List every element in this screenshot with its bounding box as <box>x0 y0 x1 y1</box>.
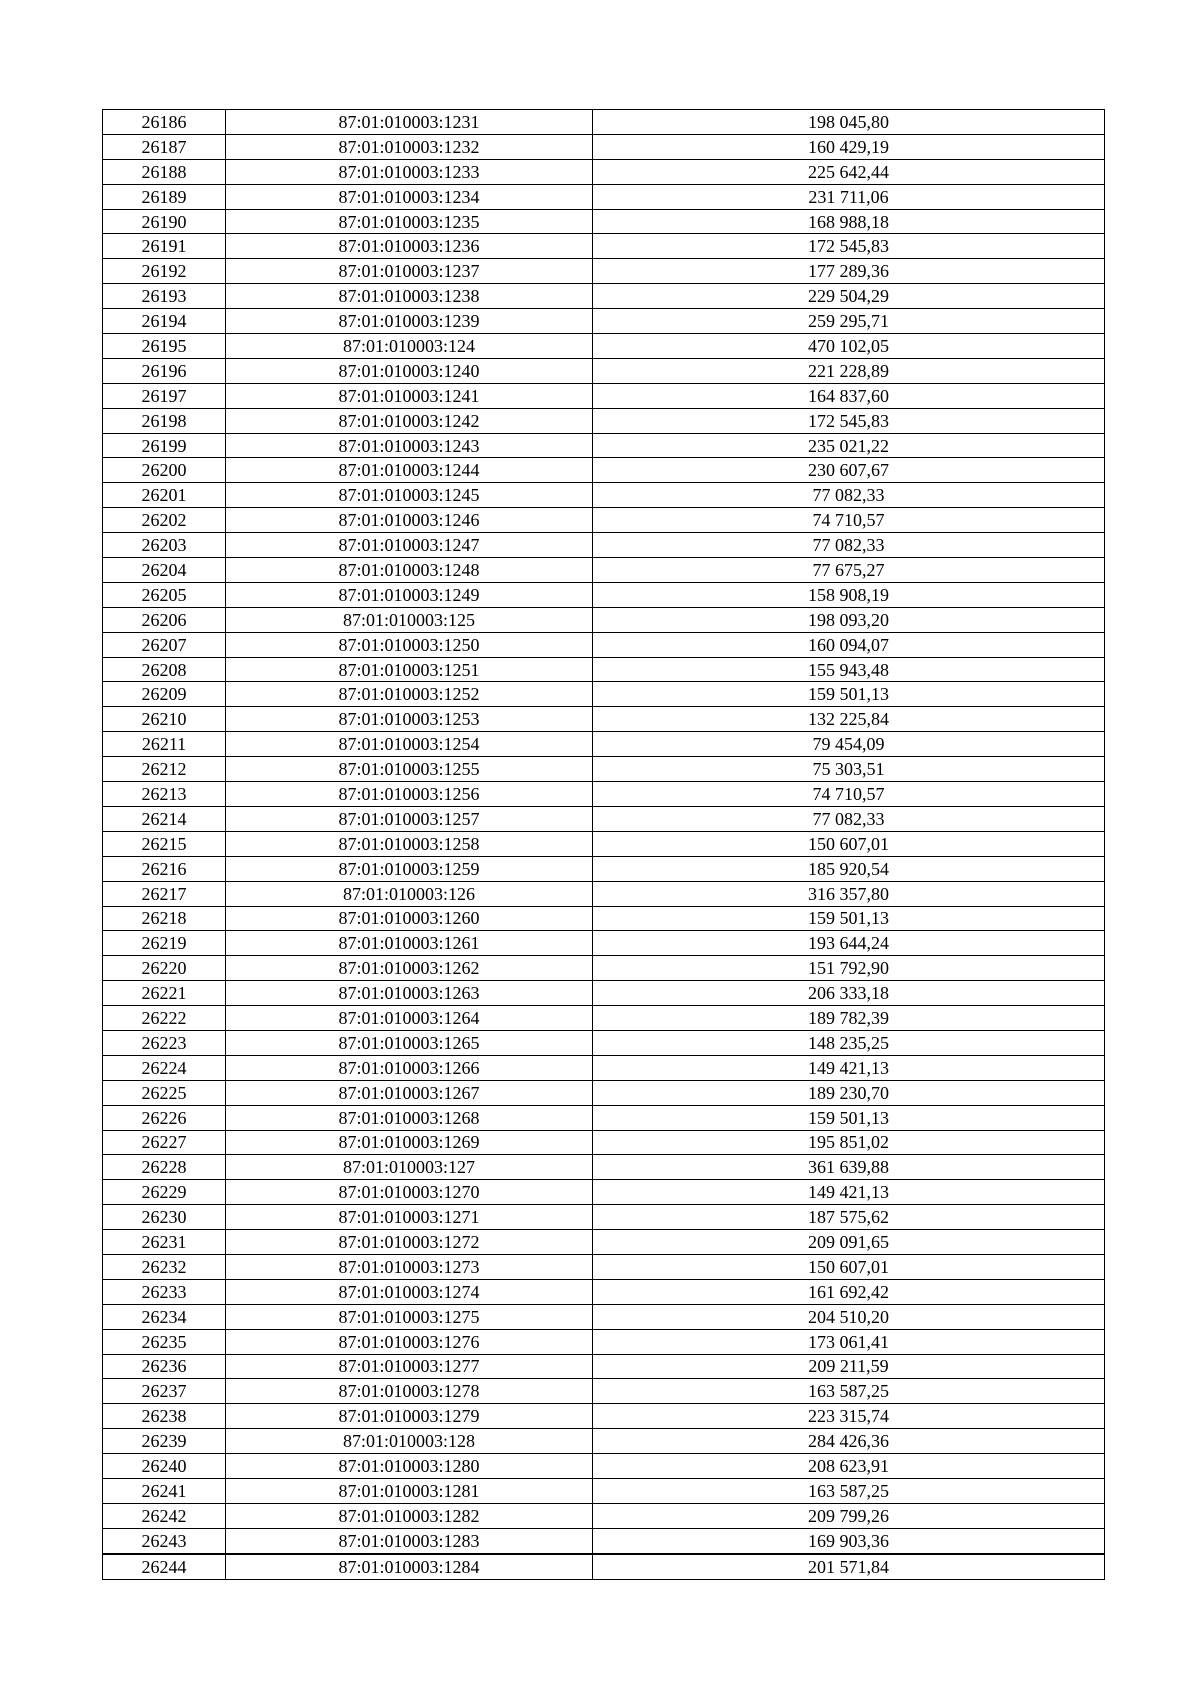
table-row <box>103 1528 1105 1553</box>
value-cell: 163 587,25 <box>593 1478 1105 1503</box>
cadastral-number-cell: 87:01:010003:1246 <box>226 508 593 533</box>
table-row <box>103 881 1105 906</box>
value-cell: 209 091,65 <box>593 1230 1105 1255</box>
cadastral-number-cell: 87:01:010003:1281 <box>226 1478 593 1503</box>
row-number-cell: 26220 <box>103 956 226 981</box>
value-cell: 201 571,84 <box>593 1554 1105 1579</box>
cadastral-number-cell: 87:01:010003:1254 <box>226 732 593 757</box>
value-cell: 74 710,57 <box>593 508 1105 533</box>
row-number-cell: 26199 <box>103 433 226 458</box>
value-cell: 206 333,18 <box>593 981 1105 1006</box>
cadastral-number-cell: 87:01:010003:1273 <box>226 1254 593 1279</box>
row-number-cell: 26227 <box>103 1130 226 1155</box>
table-row <box>103 110 1105 135</box>
value-cell: 169 903,36 <box>593 1528 1105 1553</box>
table-row <box>103 1354 1105 1379</box>
table-row <box>103 134 1105 159</box>
cadastral-number-cell: 87:01:010003:1264 <box>226 1006 593 1031</box>
value-cell: 158 908,19 <box>593 582 1105 607</box>
cadastral-number-cell: 87:01:010003:1276 <box>226 1329 593 1354</box>
cadastral-number-cell: 87:01:010003:1248 <box>226 558 593 583</box>
cadastral-number-cell: 87:01:010003:1277 <box>226 1354 593 1379</box>
row-number-cell: 26189 <box>103 184 226 209</box>
cadastral-number-cell: 87:01:010003:1234 <box>226 184 593 209</box>
table-row <box>103 1404 1105 1429</box>
value-cell: 172 545,83 <box>593 408 1105 433</box>
cadastral-number-cell: 87:01:010003:1238 <box>226 284 593 309</box>
value-cell: 79 454,09 <box>593 732 1105 757</box>
table-row <box>103 1254 1105 1279</box>
value-cell: 198 045,80 <box>593 110 1105 135</box>
table-row <box>103 284 1105 309</box>
value-cell: 235 021,22 <box>593 433 1105 458</box>
cadastral-number-cell: 87:01:010003:1257 <box>226 806 593 831</box>
cadastral-number-cell: 87:01:010003:127 <box>226 1155 593 1180</box>
cadastral-number-cell: 87:01:010003:1282 <box>226 1503 593 1528</box>
table-row <box>103 806 1105 831</box>
data-table <box>102 109 1105 1580</box>
table-row <box>103 1279 1105 1304</box>
row-number-cell: 26237 <box>103 1379 226 1404</box>
value-cell: 223 315,74 <box>593 1404 1105 1429</box>
table-row <box>103 707 1105 732</box>
table-row <box>103 1329 1105 1354</box>
table-row <box>103 931 1105 956</box>
cadastral-number-cell: 87:01:010003:1243 <box>226 433 593 458</box>
table-row <box>103 1454 1105 1479</box>
value-cell: 209 799,26 <box>593 1503 1105 1528</box>
row-number-cell: 26233 <box>103 1279 226 1304</box>
table-row <box>103 1304 1105 1329</box>
value-cell: 209 211,59 <box>593 1354 1105 1379</box>
cadastral-number-cell: 87:01:010003:1258 <box>226 831 593 856</box>
table-row <box>103 533 1105 558</box>
table-row <box>103 1130 1105 1155</box>
value-cell: 189 782,39 <box>593 1006 1105 1031</box>
cadastral-number-cell: 87:01:010003:1279 <box>226 1404 593 1429</box>
row-number-cell: 26210 <box>103 707 226 732</box>
row-number-cell: 26200 <box>103 458 226 483</box>
value-cell: 284 426,36 <box>593 1429 1105 1454</box>
cadastral-number-cell: 87:01:010003:126 <box>226 881 593 906</box>
row-number-cell: 26205 <box>103 582 226 607</box>
value-cell: 189 230,70 <box>593 1080 1105 1105</box>
cadastral-number-cell: 87:01:010003:1268 <box>226 1105 593 1130</box>
table-row <box>103 209 1105 234</box>
value-cell: 74 710,57 <box>593 782 1105 807</box>
row-number-cell: 26222 <box>103 1006 226 1031</box>
cadastral-number-cell: 87:01:010003:1274 <box>226 1279 593 1304</box>
cadastral-number-cell: 87:01:010003:1233 <box>226 159 593 184</box>
cadastral-number-cell: 87:01:010003:1280 <box>226 1454 593 1479</box>
cadastral-number-cell: 87:01:010003:1247 <box>226 533 593 558</box>
cadastral-number-cell: 87:01:010003:1262 <box>226 956 593 981</box>
cadastral-number-cell: 87:01:010003:1251 <box>226 657 593 682</box>
cadastral-number-cell: 87:01:010003:1259 <box>226 856 593 881</box>
value-cell: 160 094,07 <box>593 632 1105 657</box>
row-number-cell: 26202 <box>103 508 226 533</box>
table-row <box>103 1205 1105 1230</box>
row-number-cell: 26230 <box>103 1205 226 1230</box>
cadastral-number-cell: 87:01:010003:1240 <box>226 358 593 383</box>
row-number-cell: 26219 <box>103 931 226 956</box>
cadastral-number-cell: 87:01:010003:1266 <box>226 1055 593 1080</box>
table-row <box>103 508 1105 533</box>
value-cell: 160 429,19 <box>593 134 1105 159</box>
value-cell: 187 575,62 <box>593 1205 1105 1230</box>
value-cell: 159 501,13 <box>593 906 1105 931</box>
table-row <box>103 956 1105 981</box>
value-cell: 150 607,01 <box>593 1254 1105 1279</box>
table-row <box>103 782 1105 807</box>
table-row <box>103 1478 1105 1503</box>
table-row <box>103 334 1105 359</box>
value-cell: 155 943,48 <box>593 657 1105 682</box>
row-number-cell: 26192 <box>103 259 226 284</box>
cadastral-number-cell: 87:01:010003:1245 <box>226 483 593 508</box>
table-row <box>103 732 1105 757</box>
row-number-cell: 26241 <box>103 1478 226 1503</box>
cadastral-number-cell: 87:01:010003:1253 <box>226 707 593 732</box>
table-row <box>103 1155 1105 1180</box>
value-cell: 208 623,91 <box>593 1454 1105 1479</box>
row-number-cell: 26236 <box>103 1354 226 1379</box>
value-cell: 161 692,42 <box>593 1279 1105 1304</box>
row-number-cell: 26213 <box>103 782 226 807</box>
cadastral-number-cell: 87:01:010003:1272 <box>226 1230 593 1255</box>
cadastral-number-cell: 87:01:010003:1275 <box>226 1304 593 1329</box>
table-row <box>103 184 1105 209</box>
row-number-cell: 26243 <box>103 1528 226 1553</box>
row-number-cell: 26203 <box>103 533 226 558</box>
row-number-cell: 26221 <box>103 981 226 1006</box>
row-number-cell: 26240 <box>103 1454 226 1479</box>
row-number-cell: 26208 <box>103 657 226 682</box>
row-number-cell: 26244 <box>103 1554 226 1579</box>
value-cell: 159 501,13 <box>593 682 1105 707</box>
table-row <box>103 1105 1105 1130</box>
row-number-cell: 26224 <box>103 1055 226 1080</box>
value-cell: 163 587,25 <box>593 1379 1105 1404</box>
value-cell: 149 421,13 <box>593 1180 1105 1205</box>
row-number-cell: 26209 <box>103 682 226 707</box>
cadastral-number-cell: 87:01:010003:1283 <box>226 1528 593 1553</box>
table-row <box>103 358 1105 383</box>
table-row <box>103 582 1105 607</box>
row-number-cell: 26206 <box>103 607 226 632</box>
value-cell: 77 082,33 <box>593 806 1105 831</box>
table-row <box>103 1379 1105 1404</box>
table-row <box>103 856 1105 881</box>
table-row <box>103 483 1105 508</box>
table-row <box>103 408 1105 433</box>
table-row <box>103 259 1105 284</box>
value-cell: 221 228,89 <box>593 358 1105 383</box>
cadastral-number-cell: 87:01:010003:1256 <box>226 782 593 807</box>
cadastral-number-cell: 87:01:010003:1239 <box>226 309 593 334</box>
table-body <box>103 110 1105 1580</box>
cadastral-number-cell: 87:01:010003:124 <box>226 334 593 359</box>
table-row <box>103 906 1105 931</box>
value-cell: 361 639,88 <box>593 1155 1105 1180</box>
cadastral-number-cell: 87:01:010003:1284 <box>226 1554 593 1579</box>
cadastral-number-cell: 87:01:010003:1260 <box>226 906 593 931</box>
row-number-cell: 26235 <box>103 1329 226 1354</box>
value-cell: 195 851,02 <box>593 1130 1105 1155</box>
row-number-cell: 26207 <box>103 632 226 657</box>
value-cell: 185 920,54 <box>593 856 1105 881</box>
row-number-cell: 26187 <box>103 134 226 159</box>
row-number-cell: 26242 <box>103 1503 226 1528</box>
table-row <box>103 1080 1105 1105</box>
table-row <box>103 1429 1105 1454</box>
cadastral-number-cell: 87:01:010003:1265 <box>226 1030 593 1055</box>
table-row <box>103 1503 1105 1528</box>
row-number-cell: 26195 <box>103 334 226 359</box>
row-number-cell: 26191 <box>103 234 226 259</box>
value-cell: 177 289,36 <box>593 259 1105 284</box>
cadastral-number-cell: 87:01:010003:1269 <box>226 1130 593 1155</box>
cadastral-number-cell: 87:01:010003:1241 <box>226 383 593 408</box>
table-row <box>103 309 1105 334</box>
cadastral-number-cell: 87:01:010003:1232 <box>226 134 593 159</box>
cadastral-number-cell: 87:01:010003:1231 <box>226 110 593 135</box>
table-row <box>103 1030 1105 1055</box>
table-row <box>103 1554 1105 1579</box>
value-cell: 151 792,90 <box>593 956 1105 981</box>
cadastral-number-cell: 87:01:010003:1237 <box>226 259 593 284</box>
table-row <box>103 1180 1105 1205</box>
value-cell: 225 642,44 <box>593 159 1105 184</box>
row-number-cell: 26196 <box>103 358 226 383</box>
table-row <box>103 607 1105 632</box>
value-cell: 470 102,05 <box>593 334 1105 359</box>
value-cell: 231 711,06 <box>593 184 1105 209</box>
cadastral-number-cell: 87:01:010003:1236 <box>226 234 593 259</box>
row-number-cell: 26228 <box>103 1155 226 1180</box>
value-cell: 164 837,60 <box>593 383 1105 408</box>
cadastral-number-cell: 87:01:010003:1244 <box>226 458 593 483</box>
value-cell: 229 504,29 <box>593 284 1105 309</box>
row-number-cell: 26223 <box>103 1030 226 1055</box>
value-cell: 75 303,51 <box>593 757 1105 782</box>
cadastral-number-cell: 87:01:010003:1252 <box>226 682 593 707</box>
row-number-cell: 26197 <box>103 383 226 408</box>
table-row <box>103 383 1105 408</box>
row-number-cell: 26201 <box>103 483 226 508</box>
row-number-cell: 26214 <box>103 806 226 831</box>
table-row <box>103 632 1105 657</box>
table-row <box>103 682 1105 707</box>
value-cell: 173 061,41 <box>593 1329 1105 1354</box>
cadastral-number-cell: 87:01:010003:1235 <box>226 209 593 234</box>
row-number-cell: 26218 <box>103 906 226 931</box>
cadastral-number-cell: 87:01:010003:1278 <box>226 1379 593 1404</box>
table-row <box>103 1230 1105 1255</box>
row-number-cell: 26217 <box>103 881 226 906</box>
value-cell: 148 235,25 <box>593 1030 1105 1055</box>
cadastral-number-cell: 87:01:010003:125 <box>226 607 593 632</box>
value-cell: 77 082,33 <box>593 483 1105 508</box>
row-number-cell: 26188 <box>103 159 226 184</box>
cadastral-number-cell: 87:01:010003:1255 <box>226 757 593 782</box>
value-cell: 198 093,20 <box>593 607 1105 632</box>
table-row <box>103 458 1105 483</box>
cadastral-number-cell: 87:01:010003:1249 <box>226 582 593 607</box>
row-number-cell: 26198 <box>103 408 226 433</box>
row-number-cell: 26193 <box>103 284 226 309</box>
row-number-cell: 26232 <box>103 1254 226 1279</box>
value-cell: 159 501,13 <box>593 1105 1105 1130</box>
row-number-cell: 26239 <box>103 1429 226 1454</box>
cadastral-number-cell: 87:01:010003:1267 <box>226 1080 593 1105</box>
table-row <box>103 433 1105 458</box>
value-cell: 204 510,20 <box>593 1304 1105 1329</box>
cadastral-number-cell: 87:01:010003:1261 <box>226 931 593 956</box>
value-cell: 193 644,24 <box>593 931 1105 956</box>
row-number-cell: 26216 <box>103 856 226 881</box>
value-cell: 259 295,71 <box>593 309 1105 334</box>
table-row <box>103 558 1105 583</box>
row-number-cell: 26194 <box>103 309 226 334</box>
table-row <box>103 1055 1105 1080</box>
row-number-cell: 26229 <box>103 1180 226 1205</box>
table-row <box>103 831 1105 856</box>
cadastral-number-cell: 87:01:010003:1263 <box>226 981 593 1006</box>
table-row <box>103 757 1105 782</box>
cadastral-number-cell: 87:01:010003:128 <box>226 1429 593 1454</box>
row-number-cell: 26231 <box>103 1230 226 1255</box>
value-cell: 316 357,80 <box>593 881 1105 906</box>
row-number-cell: 26226 <box>103 1105 226 1130</box>
value-cell: 77 082,33 <box>593 533 1105 558</box>
table-row <box>103 159 1105 184</box>
row-number-cell: 26234 <box>103 1304 226 1329</box>
row-number-cell: 26212 <box>103 757 226 782</box>
cadastral-number-cell: 87:01:010003:1270 <box>226 1180 593 1205</box>
table-row <box>103 657 1105 682</box>
value-cell: 149 421,13 <box>593 1055 1105 1080</box>
row-number-cell: 26186 <box>103 110 226 135</box>
table-row <box>103 234 1105 259</box>
row-number-cell: 26225 <box>103 1080 226 1105</box>
value-cell: 172 545,83 <box>593 234 1105 259</box>
row-number-cell: 26211 <box>103 732 226 757</box>
value-cell: 132 225,84 <box>593 707 1105 732</box>
cadastral-number-cell: 87:01:010003:1242 <box>226 408 593 433</box>
row-number-cell: 26215 <box>103 831 226 856</box>
value-cell: 150 607,01 <box>593 831 1105 856</box>
value-cell: 230 607,67 <box>593 458 1105 483</box>
value-cell: 77 675,27 <box>593 558 1105 583</box>
table-row <box>103 1006 1105 1031</box>
value-cell: 168 988,18 <box>593 209 1105 234</box>
row-number-cell: 26190 <box>103 209 226 234</box>
cadastral-number-cell: 87:01:010003:1250 <box>226 632 593 657</box>
table-row <box>103 981 1105 1006</box>
cadastral-number-cell: 87:01:010003:1271 <box>226 1205 593 1230</box>
row-number-cell: 26238 <box>103 1404 226 1429</box>
row-number-cell: 26204 <box>103 558 226 583</box>
